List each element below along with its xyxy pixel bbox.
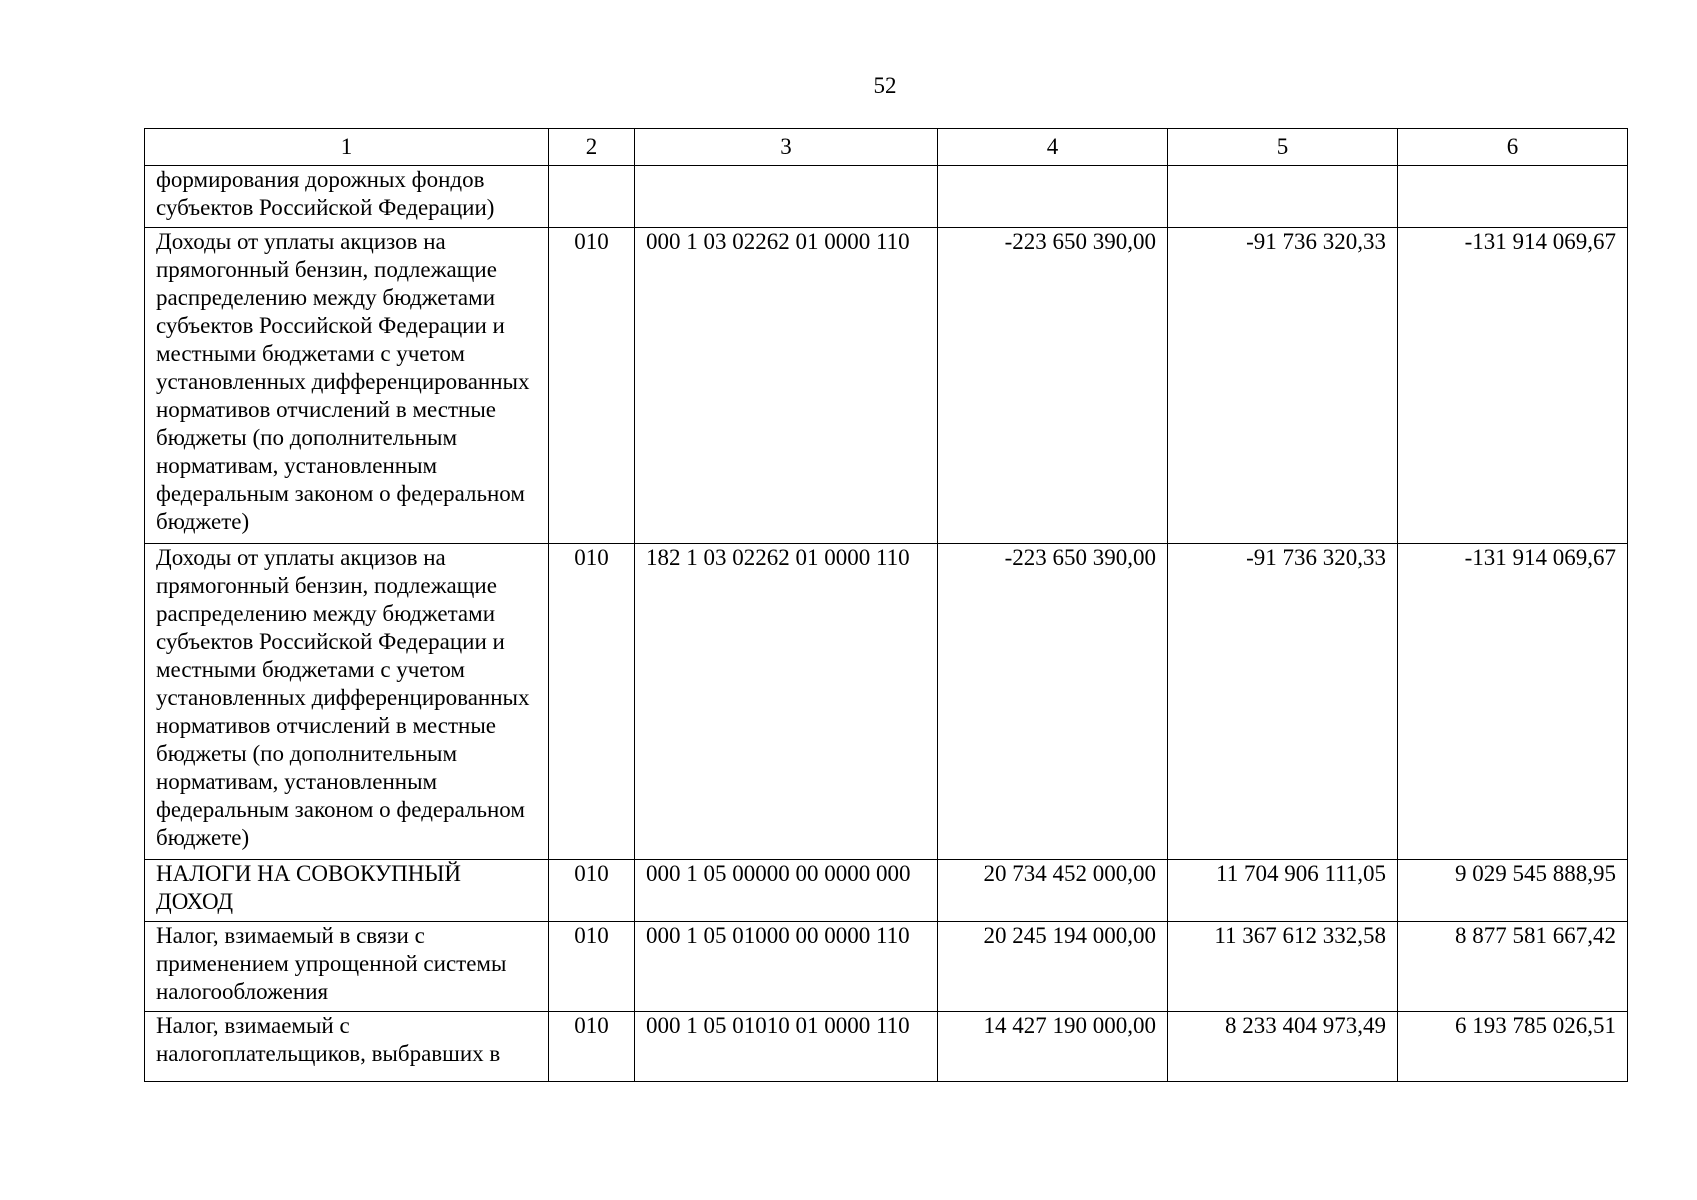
- header-cell-4: 4: [938, 129, 1168, 166]
- table-row: [145, 166, 1628, 228]
- row-unexecuted-cell: 6 193 785 026,51: [1398, 1012, 1628, 1082]
- row-kbk-cell: 000 1 05 00000 00 0000 000: [635, 860, 938, 922]
- table-row: [145, 1012, 1628, 1082]
- page-number: 52: [873, 73, 897, 98]
- row-executed-cell: -91 736 320,33: [1168, 544, 1398, 860]
- row-executed-cell: 8 233 404 973,49: [1168, 1012, 1398, 1082]
- table-row: [145, 228, 1628, 544]
- row-approved-cell: -223 650 390,00: [938, 544, 1168, 860]
- table-header-row: [145, 129, 1628, 166]
- row-unexecuted-cell: -131 914 069,67: [1398, 228, 1628, 544]
- row-approved-cell: 20 245 194 000,00: [938, 922, 1168, 1012]
- row-name-cell: Налог, взимаемый с налогоплательщиков, выбравших в: [145, 1012, 549, 1082]
- row-kbk-cell: 182 1 03 02262 01 0000 110: [635, 544, 938, 860]
- row-code-cell: 010: [549, 922, 635, 1012]
- row-name-cell: НАЛОГИ НА СОВОКУПНЫЙ ДОХОД: [145, 860, 549, 922]
- row-name-cell: формирования дорожных фондов субъектов Российской Федерации): [145, 166, 549, 228]
- row-unexecuted-cell: 8 877 581 667,42: [1398, 922, 1628, 1012]
- row-kbk-cell: 000 1 03 02262 01 0000 110: [635, 228, 938, 544]
- row-unexecuted-cell: -131 914 069,67: [1398, 544, 1628, 860]
- row-unexecuted-cell: 9 029 545 888,95: [1398, 860, 1628, 922]
- header-cell-3: 3: [635, 129, 938, 166]
- row-approved-cell: [938, 166, 1168, 228]
- row-executed-cell: 11 367 612 332,58: [1168, 922, 1398, 1012]
- row-unexecuted-cell: [1398, 166, 1628, 228]
- header-cell-6: 6: [1398, 129, 1628, 166]
- row-executed-cell: 11 704 906 111,05: [1168, 860, 1398, 922]
- row-kbk-cell: 000 1 05 01000 00 0000 110: [635, 922, 938, 1012]
- table-row: [145, 922, 1628, 1012]
- row-kbk-cell: 000 1 05 01010 01 0000 110: [635, 1012, 938, 1082]
- table-row: [145, 544, 1628, 860]
- table-row: [145, 860, 1628, 922]
- row-code-cell: 010: [549, 860, 635, 922]
- row-executed-cell: [1168, 166, 1398, 228]
- row-code-cell: 010: [549, 1012, 635, 1082]
- row-executed-cell: -91 736 320,33: [1168, 228, 1398, 544]
- row-approved-cell: 20 734 452 000,00: [938, 860, 1168, 922]
- row-code-cell: 010: [549, 228, 635, 544]
- row-code-cell: [549, 166, 635, 228]
- row-name-cell: Доходы от уплаты акцизов на прямогонный бензин, подлежащие распределению между бюджетами субъектов Российской Федерации и местными бюджетами с учетом установленных дифференцированных нормативов отчислений в местные бюджеты (по дополнительным нормативам, установленным федеральным законом о федеральном бюджете): [145, 544, 549, 860]
- header-cell-2: 2: [549, 129, 635, 166]
- budget-revenue-table: [144, 128, 1628, 1082]
- row-approved-cell: -223 650 390,00: [938, 228, 1168, 544]
- row-name-cell: Налог, взимаемый в связи с применением упрощенной системы налогообложения: [145, 922, 549, 1012]
- row-name-cell: Доходы от уплаты акцизов на прямогонный бензин, подлежащие распределению между бюджетами субъектов Российской Федерации и местными бюджетами с учетом установленных дифференцированных нормативов отчислений в местные бюджеты (по дополнительным нормативам, установленным федеральным законом о федеральном бюджете): [145, 228, 549, 544]
- row-approved-cell: 14 427 190 000,00: [938, 1012, 1168, 1082]
- header-cell-1: 1: [145, 129, 549, 166]
- row-code-cell: 010: [549, 544, 635, 860]
- row-kbk-cell: [635, 166, 938, 228]
- header-cell-5: 5: [1168, 129, 1398, 166]
